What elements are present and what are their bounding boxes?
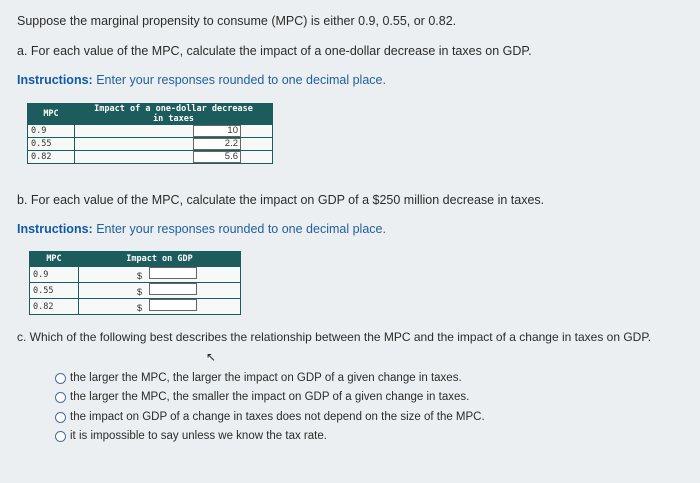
radio-icon[interactable] [55,412,66,423]
option-3[interactable] [55,411,485,423]
table-row [28,138,273,151]
table-a [27,103,273,164]
mpc-cell: 0.9 [30,267,79,283]
mpc-cell: 0.55 [28,138,75,151]
answer-input[interactable]: 10 [193,125,241,137]
table-b [29,251,241,315]
answer-input[interactable]: 2.2 [193,138,241,150]
option-label: the larger the MPC, the smaller the impact on GDP of a given change in taxes. [70,391,470,403]
option-label: the larger the MPC, the larger the impact on GDP of a given change in taxes. [70,372,462,384]
option-4[interactable] [55,430,327,442]
answer-input[interactable]: 5.6 [193,151,241,163]
currency-symbol: $ [137,271,143,281]
table-b-header-mpc: MPC [30,252,79,267]
currency-symbol: $ [137,287,143,297]
part-b-instructions [17,222,386,236]
table-row [28,125,273,138]
instructions-label: Instructions: [17,222,93,236]
mpc-cell: 0.55 [30,283,79,299]
impact-cell [79,283,241,299]
instructions-label: Instructions: [17,73,93,87]
part-b-question: b. For each value of the MPC, calculate the impact on GDP of a $250 million decrease in taxes. [17,193,545,207]
intro-text: Suppose the marginal propensity to consume (MPC) is either 0.9, 0.55, or 0.82. [17,14,457,28]
answer-input[interactable] [149,283,197,295]
table-a-header-line1: Impact of a one-dollar decrease [94,104,253,114]
mpc-cell: 0.82 [28,151,75,164]
mpc-cell: 0.9 [28,125,75,138]
table-a-header-mpc: MPC [28,104,75,125]
answer-input[interactable] [149,267,197,279]
option-label: the impact on GDP of a change in taxes does not depend on the size of the MPC. [70,411,485,423]
part-c-question: c. Which of the following best describes the relationship between the MPC and the impact of a change in taxes on GDP. [17,330,652,344]
mouse-cursor-icon: ↖ [206,350,217,364]
table-row [30,283,241,299]
option-2[interactable] [55,391,469,403]
radio-icon[interactable] [55,392,66,403]
instructions-text: Enter your responses rounded to one decimal place. [96,222,386,236]
impact-cell [75,138,273,151]
table-row [30,299,241,315]
impact-cell [79,267,241,283]
table-b-header-impact: Impact on GDP [79,252,241,267]
impact-cell [79,299,241,315]
table-row [30,267,241,283]
mpc-cell: 0.82 [30,299,79,315]
impact-cell [75,151,273,164]
part-a-instructions [17,73,386,87]
option-label: it is impossible to say unless we know the tax rate. [70,430,327,442]
table-row [28,151,273,164]
radio-icon[interactable] [55,373,66,384]
answer-input[interactable] [149,299,197,311]
option-1[interactable] [55,372,462,384]
impact-cell [75,125,273,138]
currency-symbol: $ [137,303,143,313]
table-a-header-impact [75,104,273,125]
part-a-question: a. For each value of the MPC, calculate the impact of a one-dollar decrease in taxes on GDP. [17,44,532,58]
instructions-text: Enter your responses rounded to one decimal place. [96,73,386,87]
radio-icon[interactable] [55,431,66,442]
table-a-header-line2: in taxes [153,114,194,124]
